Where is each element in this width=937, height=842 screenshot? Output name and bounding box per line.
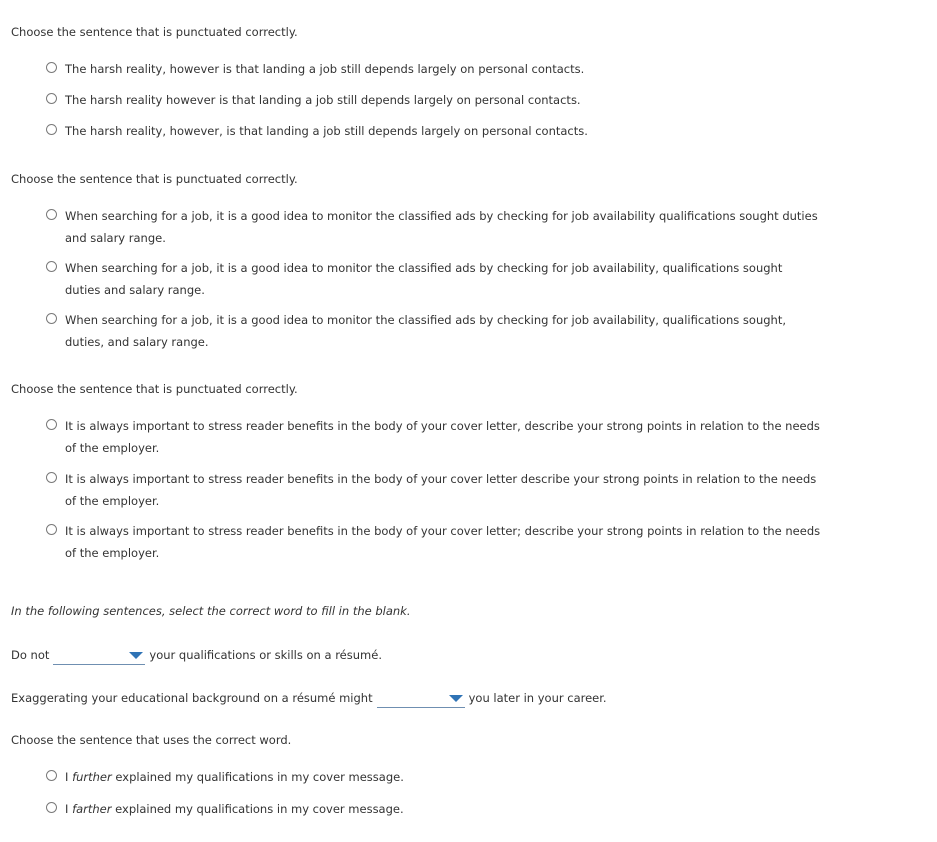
question-2-option-1[interactable] (46, 205, 821, 249)
question-1-prompt: Choose the sentence that is punctuated correctly. (11, 25, 298, 39)
sentence-before: Exaggerating your educational background on a résumé might (11, 691, 373, 705)
radio-button[interactable] (46, 313, 57, 324)
radio-button[interactable] (46, 209, 57, 220)
question-2-option-3[interactable] (46, 309, 821, 353)
emphasized-word: further (72, 770, 112, 784)
option-label: It is always important to stress reader benefits in the body of your cover letter describe your strong points in relation to the needs of the employer. (65, 472, 817, 508)
option-label: The harsh reality, however, is that landing a job still depends largely on personal contacts. (65, 124, 588, 138)
option-label: It is always important to stress reader benefits in the body of your cover letter, describe your strong points in relation to the needs of the employer. (65, 419, 820, 455)
question-3-prompt: Choose the sentence that is punctuated correctly. (11, 382, 298, 396)
radio-button[interactable] (46, 93, 57, 104)
question-2-prompt: Choose the sentence that is punctuated correctly. (11, 172, 298, 186)
question-1-option-3[interactable] (46, 120, 821, 142)
option-label: I farther explained my qualifications in my cover message. (65, 802, 404, 816)
question-3-option-3[interactable] (46, 520, 821, 564)
radio-button[interactable] (46, 802, 57, 813)
option-label: It is always important to stress reader benefits in the body of your cover letter; describe your strong points in relation to the needs of the employer. (65, 524, 821, 560)
option-label: I further explained my qualifications in my cover message. (65, 770, 404, 784)
question-3-option-1[interactable] (46, 415, 821, 459)
radio-button[interactable] (46, 524, 57, 535)
word-question-option-1[interactable] (46, 766, 821, 788)
sentence-before: Do not (11, 648, 50, 662)
sentence-after: you later in your career. (468, 691, 607, 705)
option-label: When searching for a job, it is a good idea to monitor the classified ads by checking for job availability qualifications sought duties and salary range. (65, 209, 818, 245)
radio-button[interactable] (46, 472, 57, 483)
option-label: The harsh reality, however is that landing a job still depends largely on personal contacts. (65, 62, 585, 76)
question-word-prompt: Choose the sentence that uses the correct word. (11, 733, 292, 747)
option-label: The harsh reality however is that landing a job still depends largely on personal contacts. (65, 93, 581, 107)
chevron-down-icon[interactable] (129, 652, 143, 659)
word-select-dropdown-2[interactable] (377, 691, 465, 708)
chevron-down-icon[interactable] (449, 695, 463, 702)
radio-button[interactable] (46, 770, 57, 781)
fill-blank-sentence-1 (11, 646, 382, 663)
radio-button[interactable] (46, 261, 57, 272)
fill-blank-instruction: In the following sentences, select the correct word to fill in the blank. (11, 604, 411, 618)
radio-button[interactable] (46, 124, 57, 135)
question-1-option-2[interactable] (46, 89, 821, 111)
fill-blank-sentence-2 (11, 689, 607, 706)
radio-button[interactable] (46, 419, 57, 430)
emphasized-word: farther (72, 802, 112, 816)
question-3-option-2[interactable] (46, 468, 821, 512)
question-1-option-1[interactable] (46, 58, 821, 80)
sentence-after: your qualifications or skills on a résumé. (149, 648, 382, 662)
question-2-option-2[interactable] (46, 257, 821, 301)
option-label: When searching for a job, it is a good idea to monitor the classified ads by checking for job availability, qualifications sought, duties, and salary range. (65, 313, 786, 349)
word-question-option-2[interactable] (46, 798, 821, 820)
option-label: When searching for a job, it is a good idea to monitor the classified ads by checking for job availability, qualifications sought duties and salary range. (65, 261, 783, 297)
word-select-dropdown-1[interactable] (53, 648, 145, 665)
radio-button[interactable] (46, 62, 57, 73)
